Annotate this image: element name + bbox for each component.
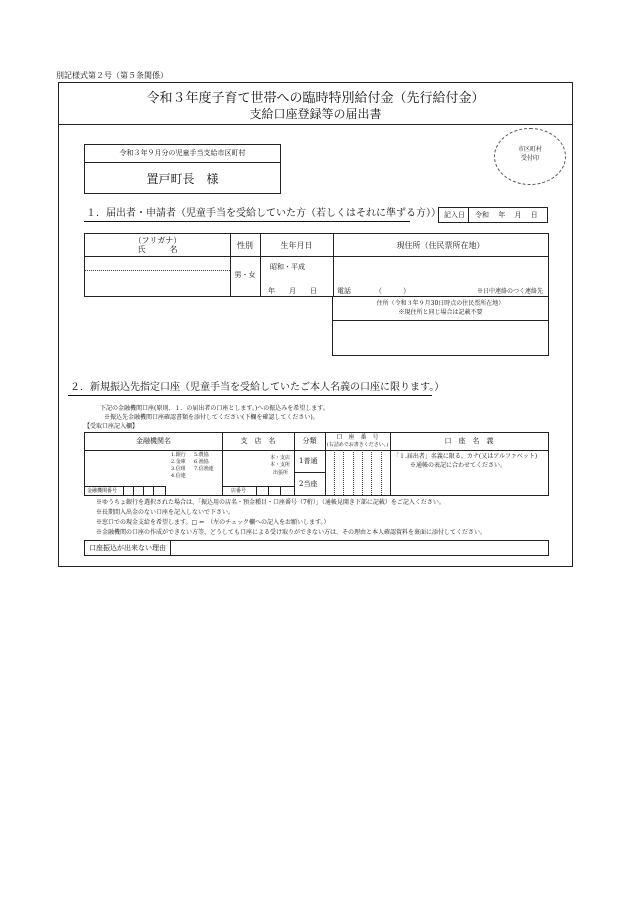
bank-type-1[interactable]: 1.銀行	[171, 452, 186, 458]
entry-date-value[interactable]: 令和 年 月 日	[475, 211, 538, 219]
bank-code-cell[interactable]	[133, 486, 134, 495]
daytime-contact-note: ※日中連絡のつく連絡先	[477, 288, 544, 295]
bank-account-table	[84, 432, 549, 496]
stamp-label-2: 受付印	[520, 155, 539, 162]
municipality-header: 令和３年９月分の児童手当支給市区町村	[119, 149, 246, 157]
form-title-line2: 支給口座登録等の届出書	[249, 107, 382, 121]
section1-underline	[84, 221, 410, 222]
account-type-2[interactable]: 2当座	[299, 480, 318, 488]
reason-label: 口座振込が出来ない理由	[89, 544, 166, 552]
dob-era[interactable]: 昭和・平成	[270, 263, 305, 271]
bank-code-cell[interactable]	[153, 486, 154, 495]
account-number-subheader: (右詰めでお書きください。)	[326, 442, 389, 448]
acct-digit-sep	[371, 450, 372, 495]
acct-digit-sep	[381, 450, 382, 495]
stamp-label-1: 市区町村	[517, 146, 542, 153]
bank-type-5[interactable]: 5.農協	[194, 452, 209, 458]
sept30-address-note: ※現住所と同じ場合は記載不要	[398, 309, 483, 316]
gender-label: 性別	[237, 241, 253, 250]
section2-intro1: 下記の金融機関口座(原則、１．の届出者の口座とします。)への振込みを希望します。	[100, 405, 329, 412]
branch-code-cell[interactable]	[268, 486, 269, 495]
holder-note-2: ※通帳の表記に合わせてください。	[410, 462, 507, 469]
row-divider	[85, 256, 548, 257]
sept30-address-label: 住所（令和３年９月30日時点の住民票所在地）	[376, 300, 505, 307]
bank-code-cell[interactable]	[143, 486, 144, 495]
section2-heading: ２．新規振込先指定口座（児童手当を受給していたご本人名義の口座に限ります。）	[70, 382, 445, 393]
branch-code-label: 店番号	[231, 488, 247, 494]
bank-name-header: 金融機関名	[136, 437, 171, 445]
account-holder-header: 口 座 名 義	[444, 437, 494, 445]
municipality-name: 置戸町長 様	[146, 172, 219, 186]
furigana-label: （フリガナ）	[133, 236, 182, 245]
account-entry-label: 【受取口座記入欄】	[84, 423, 139, 430]
section2-underline	[68, 395, 432, 396]
section2-intro2: ※振込先金融機関口座確認書類を添付してください(下欄を確認してください)。	[104, 414, 319, 421]
bank-type-4[interactable]: 4.信連	[171, 473, 186, 479]
bank-type-3[interactable]: 3.信組	[171, 466, 186, 472]
branch-code-divider	[222, 486, 294, 487]
form-reference: 別記様式第２号（第５条関係）	[56, 71, 168, 80]
acct-digit-sep	[343, 450, 344, 495]
note-no-account: ※金融機関の口座の作成ができない方等、どうしても口座による受け取りができない方は、その理由と本人確認資料を裏面に添付してください。	[96, 529, 487, 536]
section1-heading: １．届出者・申請者（児童手当を受給していた方（若しくはそれに準ずる方））	[86, 208, 441, 219]
bank-type-6[interactable]: 6.漁協	[194, 459, 209, 465]
entry-date-box	[438, 207, 548, 223]
address-label: 現住所（住民票所在地）	[396, 241, 485, 250]
bank-code-cell[interactable]	[123, 486, 124, 495]
dob-ymd[interactable]: 年 月 日	[268, 287, 317, 295]
reception-stamp-area	[494, 128, 566, 185]
bank-header-divider	[85, 450, 548, 451]
reason-input[interactable]	[171, 541, 548, 555]
acct-digit-sep	[334, 450, 335, 495]
entry-date-divider	[468, 208, 469, 222]
note-dormant: ※長期間入出金のない口座を記入しないで下さい。	[96, 509, 235, 516]
title-divider	[58, 124, 573, 125]
dob-label: 生年月日	[280, 241, 313, 250]
bank-type-7[interactable]: 7.信漁連	[194, 466, 214, 472]
acct-type-divider	[294, 472, 325, 473]
name-label: 氏 名	[137, 245, 178, 254]
phone-parens[interactable]: （ ）	[375, 287, 410, 295]
account-type-header: 分類	[302, 437, 317, 445]
bank-code-cell[interactable]	[165, 486, 166, 495]
branch-code-cell[interactable]	[280, 486, 281, 495]
gender-value[interactable]: 男・女	[234, 271, 256, 279]
sept30-divider	[333, 320, 548, 321]
bank-code-label: 金融機関番号	[87, 488, 118, 494]
branch-type-2[interactable]: 本・支所	[270, 462, 291, 468]
account-number-header: 口 座 番 号	[336, 434, 379, 441]
municipality-box	[84, 144, 281, 194]
phone-label: 電話	[337, 287, 351, 295]
name-dotted-line	[85, 270, 230, 271]
municipality-divider	[85, 162, 280, 163]
acct-digit-sep	[353, 450, 354, 495]
reason-box	[84, 540, 549, 556]
branch-type-1[interactable]: 本・支店	[270, 455, 291, 461]
branch-type-3[interactable]: 出張所	[273, 470, 289, 476]
account-type-1[interactable]: 1普通	[299, 457, 318, 465]
note-cash-pickup: ※窓口での現金支給を希望します。□ ⇐ （左のチェック欄への記入をお願いします。）	[96, 519, 330, 526]
branch-code-cell[interactable]	[256, 486, 257, 495]
note-yucho: ※ゆうちょ銀行を選択された場合は、「振込用の店名・預金種目・口座番号（7桁）」（通帳見開き下部に記載）をご記入ください。	[96, 499, 445, 506]
branch-name-header: 支 店 名	[240, 437, 276, 445]
applicant-table	[84, 233, 549, 297]
entry-date-label: 記入日	[444, 211, 465, 219]
holder-note-1: 「１.届出者」名義に限る。カナ(又はアルファベット)	[393, 453, 538, 460]
bank-type-2[interactable]: 2.金庫	[171, 459, 186, 465]
acct-digit-sep	[362, 450, 363, 495]
sept30-address-box	[332, 296, 549, 356]
form-title-line1: 令和３年度子育て世帯への臨時特別給付金（先行給付金）	[146, 91, 485, 106]
